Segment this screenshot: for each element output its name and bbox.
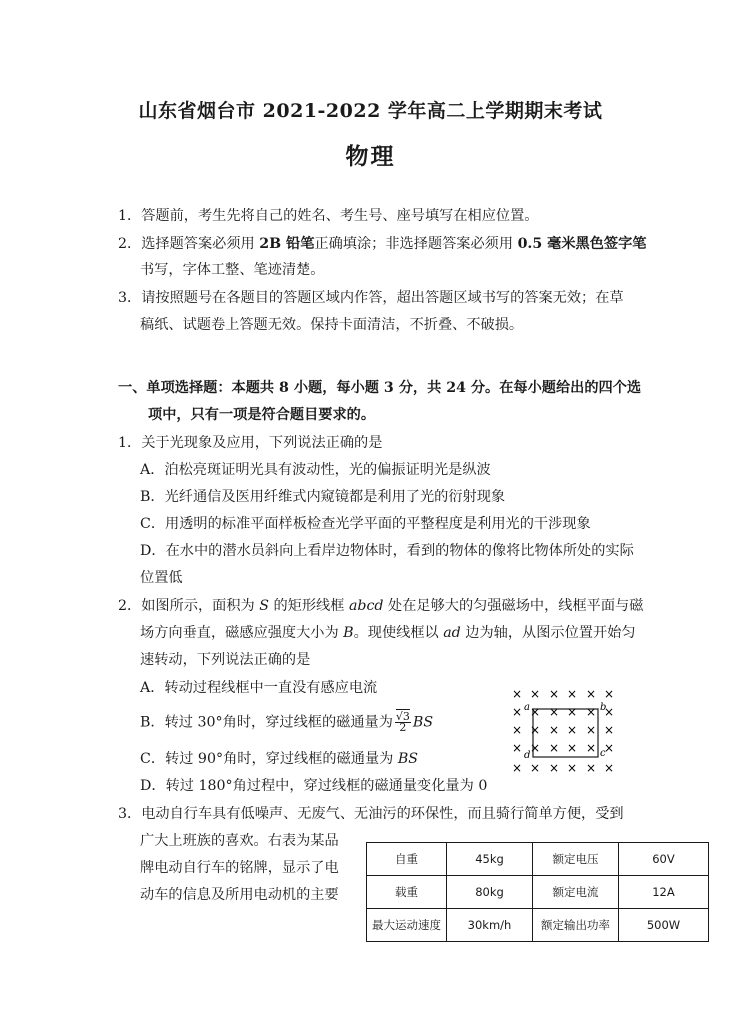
q2-text: 。现使线框以 bbox=[353, 625, 444, 641]
q1-stem: 1．关于光现象及应用，下列说法正确的是 bbox=[118, 435, 383, 451]
table-cell: 12A bbox=[619, 876, 709, 909]
q2-var: BS bbox=[397, 751, 418, 767]
q2-var: abcd bbox=[348, 598, 384, 614]
q2-option-a: A．转动过程线框中一直没有感应电流 bbox=[140, 680, 378, 696]
table-cell: 30km/h bbox=[447, 909, 533, 942]
label-c: c bbox=[600, 748, 606, 759]
q1-option-a: A．泊松亮斑证明光具有波动性，光的偏振证明光是纵波 bbox=[140, 462, 491, 478]
section-header-line2: 项中，只有一项是符合题目要求的。 bbox=[148, 407, 376, 423]
table-cell: 载重 bbox=[367, 876, 447, 909]
q3-stem-line2: 广大上班族的喜欢。右表为某品 bbox=[140, 833, 339, 849]
spec-table-body bbox=[367, 843, 709, 942]
field-cross: × bbox=[566, 741, 578, 755]
q3-stem: 3．电动自行车具有低噪声、无废气、无油污的环保性，而且骑行简单方便，受到 bbox=[118, 806, 624, 822]
label-d: d bbox=[524, 750, 531, 761]
q2-text: 场方向垂直，磁感应强度大小为 bbox=[140, 625, 344, 641]
table-cell: 额定电压 bbox=[533, 843, 619, 876]
q2-stem-line3: 速转动，下列说法正确的是 bbox=[140, 652, 311, 668]
field-cross: × bbox=[511, 741, 523, 755]
q2-option-d: D．转过 180°角过程中，穿过线框的磁通量变化量为 0 bbox=[140, 778, 488, 794]
table-cell: 最大运动速度 bbox=[367, 909, 447, 942]
q2-text: 处在足够大的匀强磁场中，线框平面与磁 bbox=[383, 598, 644, 614]
q1-option-d-line2: 位置低 bbox=[140, 570, 183, 586]
q2-var: ad bbox=[443, 625, 461, 641]
table-cell: 45kg bbox=[447, 843, 533, 876]
field-cross: × bbox=[603, 723, 615, 737]
label-b: b bbox=[600, 702, 607, 713]
table-row bbox=[367, 843, 709, 876]
exam-title: 山东省烟台市 2021-2022 学年高二上学期期末考试 bbox=[138, 100, 603, 122]
q2-text: 2．如图所示，面积为 bbox=[118, 598, 260, 614]
field-cross: × bbox=[511, 705, 523, 719]
q2-stem bbox=[118, 596, 643, 616]
q1-option-c: C．用透明的标准平面样板检查光学平面的平整程度是利用光的干涉现象 bbox=[140, 516, 591, 532]
field-cross: × bbox=[529, 723, 541, 737]
field-cross: × bbox=[566, 761, 578, 775]
field-cross: × bbox=[603, 687, 615, 701]
field-cross: × bbox=[511, 687, 523, 701]
q2-text: B．转过 30°角时，穿过线框的磁通量为 bbox=[140, 714, 393, 731]
note-2-line2: 书写，字体工整、笔迹清楚。 bbox=[140, 262, 325, 278]
magnetic-field-diagram bbox=[505, 682, 625, 782]
q2-option-b bbox=[140, 712, 433, 733]
q2-option-c bbox=[140, 749, 418, 769]
field-cross: × bbox=[585, 761, 597, 775]
fraction bbox=[395, 712, 411, 733]
table-cell: 80kg bbox=[447, 876, 533, 909]
field-cross: × bbox=[548, 723, 560, 737]
spec-table bbox=[366, 842, 709, 942]
section-header: 一、单项选择题：本题共 8 小题，每小题 3 分，共 24 分。在每小题给出的四个选 bbox=[118, 380, 642, 396]
field-cross: × bbox=[603, 761, 615, 775]
field-cross: × bbox=[511, 761, 523, 775]
subject-title: 物理 bbox=[345, 143, 396, 170]
note-3: 3．请按照题号在各题目的答题区域内作答，超出答题区域书写的答案无效；在草 bbox=[118, 290, 624, 306]
q2-stem-line2 bbox=[140, 623, 636, 643]
field-cross: × bbox=[529, 705, 541, 719]
table-row bbox=[367, 876, 709, 909]
field-cross: × bbox=[566, 687, 578, 701]
field-cross: × bbox=[529, 687, 541, 701]
table-cell: 60V bbox=[619, 843, 709, 876]
note-3-line2: 稿纸、试题卷上答题无效。保持卡面清洁，不折叠、不破损。 bbox=[140, 317, 524, 333]
field-cross: × bbox=[566, 705, 578, 719]
table-cell: 额定电流 bbox=[533, 876, 619, 909]
field-cross: × bbox=[548, 687, 560, 701]
field-cross: × bbox=[603, 741, 615, 755]
field-cross: × bbox=[585, 705, 597, 719]
q2-var: B bbox=[343, 625, 354, 641]
table-cell: 自重 bbox=[367, 843, 447, 876]
fraction-denominator: 2 bbox=[399, 721, 407, 734]
field-cross: × bbox=[585, 687, 597, 701]
note-1: 1．答题前，考生先将自己的姓名、考生号、座号填写在相应位置。 bbox=[118, 208, 539, 224]
field-cross: × bbox=[566, 723, 578, 737]
q2-text: 的矩形线框 bbox=[268, 598, 349, 614]
table-row bbox=[367, 909, 709, 942]
note-2-part: 2．选择题答案必须用 bbox=[118, 236, 260, 252]
note-2-bold: 0.5 毫米黑色签字笔 bbox=[517, 236, 647, 252]
q3-stem-line4: 动车的信息及所用电动机的主要 bbox=[140, 887, 339, 903]
field-cross: × bbox=[585, 741, 597, 755]
q3-stem-line3: 牌电动自行车的铭牌，显示了电 bbox=[140, 860, 339, 876]
field-cross: × bbox=[548, 741, 560, 755]
field-cross: × bbox=[511, 723, 523, 737]
field-cross: × bbox=[585, 723, 597, 737]
field-cross: × bbox=[548, 705, 560, 719]
table-cell: 500W bbox=[619, 909, 709, 942]
field-cross: × bbox=[529, 741, 541, 755]
q2-text: C．转过 90°角时，穿过线框的磁通量为 bbox=[140, 751, 398, 767]
field-cross: × bbox=[548, 761, 560, 775]
field-cross: × bbox=[529, 761, 541, 775]
q1-option-b: B．光纤通信及医用纤维式内窥镜都是利用了光的衍射现象 bbox=[140, 489, 506, 505]
q1-option-d: D．在水中的潜水员斜向上看岸边物体时，看到的物体的像将比物体所处的实际 bbox=[140, 543, 634, 559]
note-2-bold: 2B 铅笔 bbox=[259, 236, 315, 252]
label-a: a bbox=[524, 702, 530, 713]
table-cell: 额定输出功率 bbox=[533, 909, 619, 942]
field-cross: × bbox=[603, 705, 615, 719]
note-2-part: 正确填涂；非选择题答案必须用 bbox=[314, 236, 518, 252]
fraction-numerator: √3 bbox=[395, 710, 410, 723]
field-svg bbox=[505, 682, 625, 782]
q2-var: BS bbox=[412, 714, 434, 731]
q2-text: 边为轴，从图示位置开始匀 bbox=[460, 625, 636, 641]
note-2 bbox=[118, 234, 647, 254]
q2-var: S bbox=[259, 598, 269, 614]
